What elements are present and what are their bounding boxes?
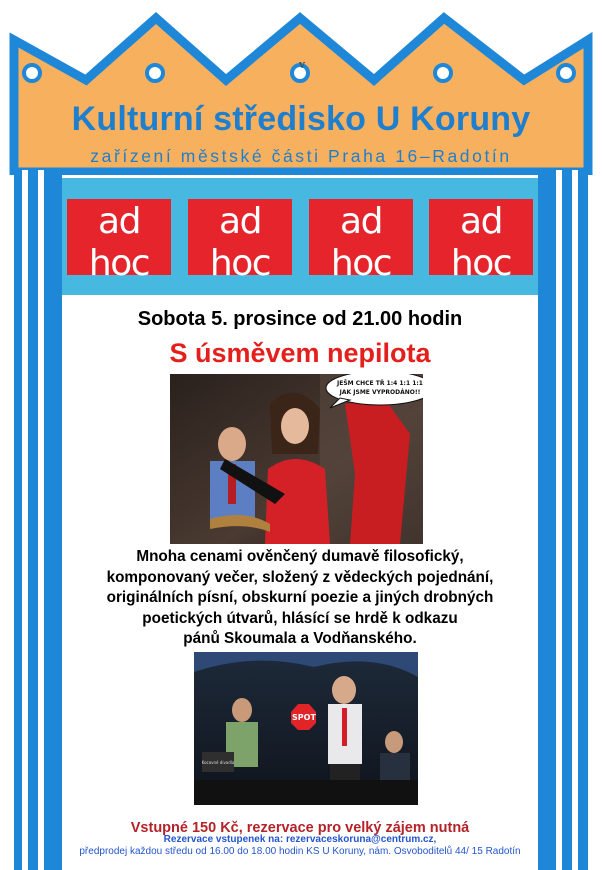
performance-photo-1 (170, 374, 423, 544)
adhoc-logo: ad hoc (309, 199, 413, 275)
crown-jewel (558, 65, 574, 81)
pillar-right-2 (562, 170, 572, 870)
reservation-info: Rezervace vstupenek na: rezervaceskoruna@centrum.cz, (163, 834, 437, 845)
performance-photo-2 (194, 652, 418, 805)
pillar-right-3 (578, 170, 588, 870)
adhoc-logo: ad hoc (67, 199, 171, 275)
crown-jewel (24, 65, 40, 81)
venue-title: Kulturní středisko U Koruny (71, 100, 531, 138)
speech-bubble (326, 374, 423, 408)
pillar-left-1 (14, 170, 22, 870)
stage-card: Kocovné divadlo (201, 760, 235, 765)
crown-jewel (435, 65, 451, 81)
adhoc-logo: ad hoc (429, 199, 533, 275)
svg-text:SPOT: SPOT (292, 713, 316, 722)
speech-text-1: JEŠM CHCE TŘ 1:4 1:1 1:1 (337, 380, 423, 387)
pillar-left-3 (44, 170, 62, 870)
event-date: Sobota 5. prosince od 21.00 hodin (137, 308, 463, 330)
event-title: S úsměvem nepilota (169, 338, 431, 368)
adhoc-logo: ad hoc (188, 199, 292, 275)
red-dress (345, 399, 410, 544)
price-info: Vstupné 150 Kč, rezervace pro velký zájem nutná (130, 820, 470, 836)
event-description: Mnoha cenami ověnčený dumavě filosofický, komponovaný večer, složený z vědeckých pojednání, originálních písní, obskurní poezie a jiných drobných poetických útvarů, hlásící se hrdě k odkazu pánů Skoumala a Vodňanského. (106, 548, 494, 647)
presale-info: předprodej každou středu od 16.00 do 18.00 hodin KS U Koruny, nám. Osvoboditelů 44/ 15 Radotín (79, 846, 521, 857)
crown-jewel (147, 65, 163, 81)
header-mark: v (299, 58, 306, 71)
pillar-left-2 (28, 170, 38, 870)
speech-text-2: JAK JSME VYPRODÁNO!! (339, 389, 421, 396)
venue-subtitle: zařízení městské části Praha 16–Radotín (90, 146, 512, 166)
pillar-right-1 (538, 170, 556, 870)
